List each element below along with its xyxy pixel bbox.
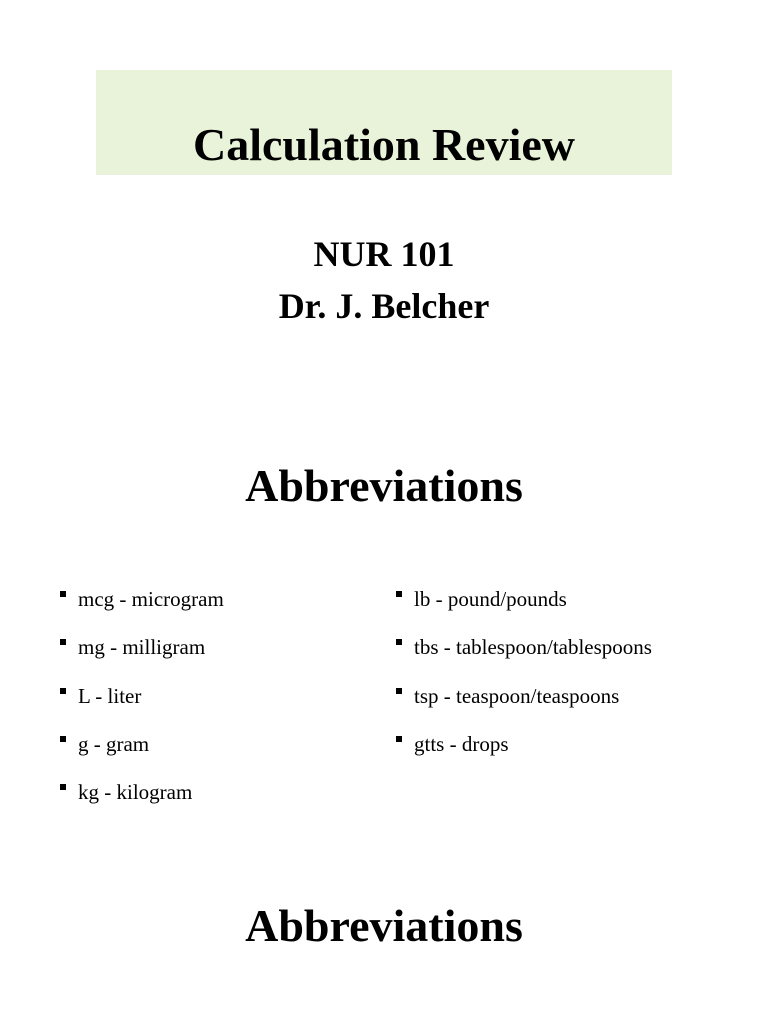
instructor-name: Dr. J. Belcher: [278, 286, 490, 326]
list-item-text: tsp - teaspoon/teaspoons: [414, 683, 620, 708]
square-bullet-icon: [396, 591, 402, 597]
list-item: [394, 729, 754, 777]
square-bullet-icon: [60, 591, 66, 597]
list-item: [58, 584, 378, 632]
list-item: [58, 777, 378, 825]
square-bullet-icon: [396, 736, 402, 742]
list-item-text: mcg - microgram: [78, 587, 224, 611]
list-item-text: tbs - tablespoon/tablespoons: [414, 635, 652, 660]
square-bullet-icon: [60, 736, 66, 742]
square-bullet-icon: [396, 688, 402, 694]
abbreviations-heading: Abbreviations: [245, 460, 523, 511]
list-item-text: g - gram: [78, 731, 150, 756]
square-bullet-icon: [60, 639, 66, 645]
list-item-text: L - liter: [78, 683, 142, 708]
list-item: [58, 681, 378, 729]
list-item: [394, 584, 754, 632]
list-item: [394, 632, 754, 680]
list-item: [58, 729, 378, 777]
list-item-text: mg - milligram: [78, 635, 206, 660]
abbreviations-list-left: [58, 584, 378, 825]
list-item-text: gtts - drops: [414, 731, 509, 756]
square-bullet-icon: [60, 688, 66, 694]
course-code: NUR 101: [313, 234, 455, 274]
list-item: [58, 632, 378, 680]
page-title: Calculation Review: [192, 119, 575, 170]
square-bullet-icon: [60, 784, 66, 790]
abbreviations-heading-continued: Abbreviations: [245, 900, 523, 951]
list-item: [394, 681, 754, 729]
square-bullet-icon: [396, 639, 402, 645]
subtitle-block: [0, 228, 768, 332]
list-item-text: lb - pound/pounds: [414, 587, 567, 611]
list-item-text: kg - kilogram: [78, 780, 193, 805]
abbreviations-list-right: [394, 584, 754, 777]
